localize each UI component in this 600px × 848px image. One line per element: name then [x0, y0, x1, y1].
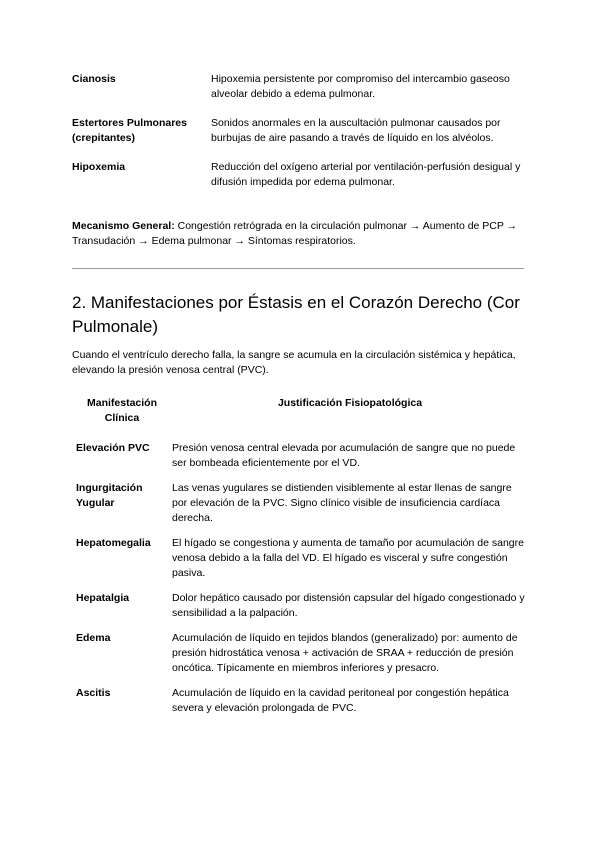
description-cell: Hipoxemia persistente por compromiso del intercambio gaseoso alveolar debido a edema pulmonar.	[211, 73, 510, 100]
description-cell: El hígado se congestiona y aumenta de tamaño por acumulación de sangre venosa debido a la falla del VD. El hígado es visceral y sufre congestión pasiva.	[172, 537, 524, 579]
table-row	[72, 116, 528, 160]
term-cell: Edema	[76, 632, 111, 644]
term-cell: Hepatomegalia	[76, 537, 151, 549]
section-title: 2. Manifestaciones por Éstasis en el Corazón Derecho (Cor Pulmonale)	[72, 293, 520, 336]
column-header-manifestation: Manifestación Clínica	[86, 397, 157, 424]
section-intro: Cuando el ventrículo derecho falla, la sangre se acumula en la circulación sistémica y hepática, elevando la presión venosa central (PVC).	[72, 349, 516, 376]
section-divider	[72, 268, 524, 269]
description-cell: Sonidos anormales en la auscultación pulmonar causados por burbujas de aire pasando a través de líquido en los alvéolos.	[211, 117, 501, 144]
description-cell: Acumulación de líquido en la cavidad peritoneal por congestión hepática severa y elevación prolongada de PVC.	[172, 687, 509, 714]
general-mechanism-paragraph	[72, 219, 528, 249]
table-row	[72, 481, 528, 536]
table-row	[72, 160, 528, 204]
term-cell: Cianosis	[72, 73, 116, 85]
term-cell: Hipoxemia	[72, 161, 126, 173]
term-cell: Elevación PVC	[76, 442, 150, 454]
right-heart-manifestations-table	[72, 396, 528, 726]
description-cell: Las venas yugulares se distienden visiblemente al estar llenas de sangre por elevación de la PVC. Signo clínico visible de insuficiencia cardíaca derecha.	[172, 482, 512, 524]
table-row	[72, 631, 528, 686]
table-header-row	[72, 396, 528, 441]
table-row	[72, 72, 528, 116]
description-cell: Acumulación de líquido en tejidos blandos (generalizado) por: aumento de presión hidrostática venosa + activación de SRAA + reducción de presión oncótica. Típicamente en miembros inferiores y presacro.	[172, 632, 518, 674]
term-cell: Ingurgitación Yugular	[76, 482, 143, 509]
term-cell: Hepatalgia	[76, 592, 130, 604]
table-row	[72, 441, 528, 481]
term-cell: Estertores Pulmonares (crepitantes)	[72, 117, 187, 144]
table-row	[72, 591, 528, 631]
term-cell: Ascitis	[76, 687, 111, 699]
pulmonary-manifestations-table	[72, 72, 528, 204]
mechanism-label: Mecanismo General:	[72, 220, 175, 232]
column-header-justification: Justificación Fisiopatológica	[277, 397, 423, 409]
description-cell: Dolor hepático causado por distensión capsular del hígado congestionado y sensibilidad a la palpación.	[172, 592, 525, 619]
mechanism-text: Congestión retrógrada en la circulación pulmonar → Aumento de PCP → Transudación → Edema pulmonar → Síntomas respiratorios.	[72, 220, 518, 247]
description-cell: Reducción del oxígeno arterial por ventilación-perfusión desigual y difusión impedida por edema pulmonar.	[211, 161, 521, 188]
table-row	[72, 536, 528, 591]
table-row	[72, 686, 528, 726]
description-cell: Presión venosa central elevada por acumulación de sangre que no puede ser bombeada eficientemente por el VD.	[172, 442, 516, 469]
